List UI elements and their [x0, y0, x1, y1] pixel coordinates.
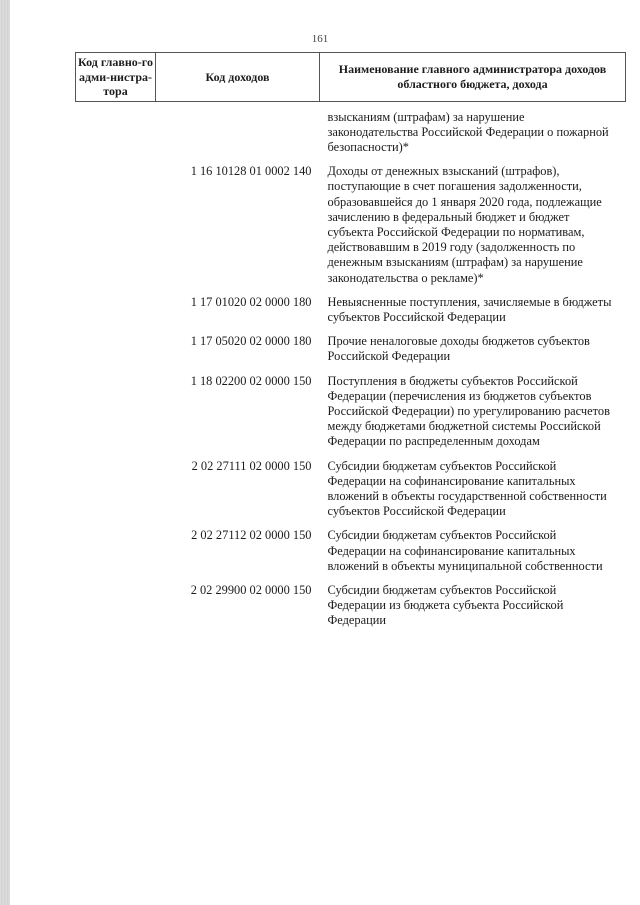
header-revenue-code: [156, 53, 320, 102]
revenue-code-cell: 1 17 01020 02 0000 180: [190, 294, 312, 309]
revenue-code-cell: 1 18 02200 02 0000 150: [190, 373, 312, 388]
continuation-row: [76, 101, 626, 155]
continuation-admin-cell: [76, 101, 156, 155]
admin-code-cell: [76, 574, 156, 633]
table-row: [76, 450, 626, 520]
revenue-code-cell: 1 17 05020 02 0000 180: [190, 334, 312, 349]
revenue-name-cell: Прочие неналоговые доходы бюджетов субъектов Российской Федерации: [327, 334, 590, 364]
header-admin-code-text: Код главно-го адми-нистра-тора: [78, 55, 153, 98]
revenue-name-cell: Доходы от денежных взысканий (штрафов), поступающие в счет погашения задолженности, образовавшейся до 1 января 2020 года, подлежащие зачислению в федеральный бюджет и бюджет субъекта Российской Федерации по нормативам, действовавшим в 2019 году (задолженность по денежным взысканиям (штрафам) за нарушение законодательства о рекламе)*: [327, 164, 602, 285]
revenue-name-cell: Субсидии бюджетам субъектов Российской Федерации из бюджета субъекта Российской Федерации: [327, 582, 564, 628]
admin-code-cell: [76, 155, 156, 286]
admin-code-cell: [76, 519, 156, 574]
revenue-code-cell: 2 02 27111 02 0000 150: [191, 458, 312, 473]
continuation-code-cell: [156, 101, 320, 155]
header-revenue-code-text: Код доходов: [205, 69, 270, 84]
header-name: [320, 53, 626, 102]
table-body: [76, 101, 626, 633]
table-header: [76, 53, 626, 102]
revenue-name-cell: Невыясненные поступления, зачисляемые в бюджеты субъектов Российской Федерации: [327, 294, 612, 324]
header-row: [76, 53, 626, 102]
header-admin-code: [76, 53, 156, 102]
scan-edge: [0, 0, 10, 905]
admin-code-cell: [76, 325, 156, 364]
admin-code-cell: [76, 365, 156, 450]
table-row: [76, 365, 626, 450]
admin-code-cell: [76, 286, 156, 325]
revenue-name-cell: Субсидии бюджетам субъектов Российской Федерации на софинансирование капитальных вложений в объекты муниципальной собственности: [327, 528, 603, 573]
continuation-text: взысканиям (штрафам) за нарушение законодательства Российской Федерации о пожарной безопасности)*: [327, 109, 609, 154]
revenue-name-cell: Поступления в бюджеты субъектов Российской Федерации (перечисления из бюджетов субъектов Российской Федерации) по урегулированию расчетов между бюджетами бюджетной системы Российской Федерации по распределенным доходам: [327, 373, 610, 449]
table-row: [76, 574, 626, 633]
revenue-code-cell: 2 02 29900 02 0000 150: [190, 582, 312, 597]
table-row: [76, 325, 626, 364]
table-row: [76, 286, 626, 325]
table-row: [76, 519, 626, 574]
revenue-code-cell: 1 16 10128 01 0002 140: [190, 164, 312, 179]
admin-code-cell: [76, 450, 156, 520]
header-name-text: Наименование главного администратора доходов областного бюджета, дохода: [338, 62, 607, 91]
revenue-table: [75, 52, 626, 633]
page-number: 161: [311, 33, 329, 45]
revenue-name-cell: Субсидии бюджетам субъектов Российской Федерации на софинансирование капитальных вложений в объекты государственной собственности субъектов Российской Федерации: [327, 458, 607, 519]
revenue-code-cell: 2 02 27112 02 0000 150: [191, 528, 312, 543]
table-row: [76, 155, 626, 286]
